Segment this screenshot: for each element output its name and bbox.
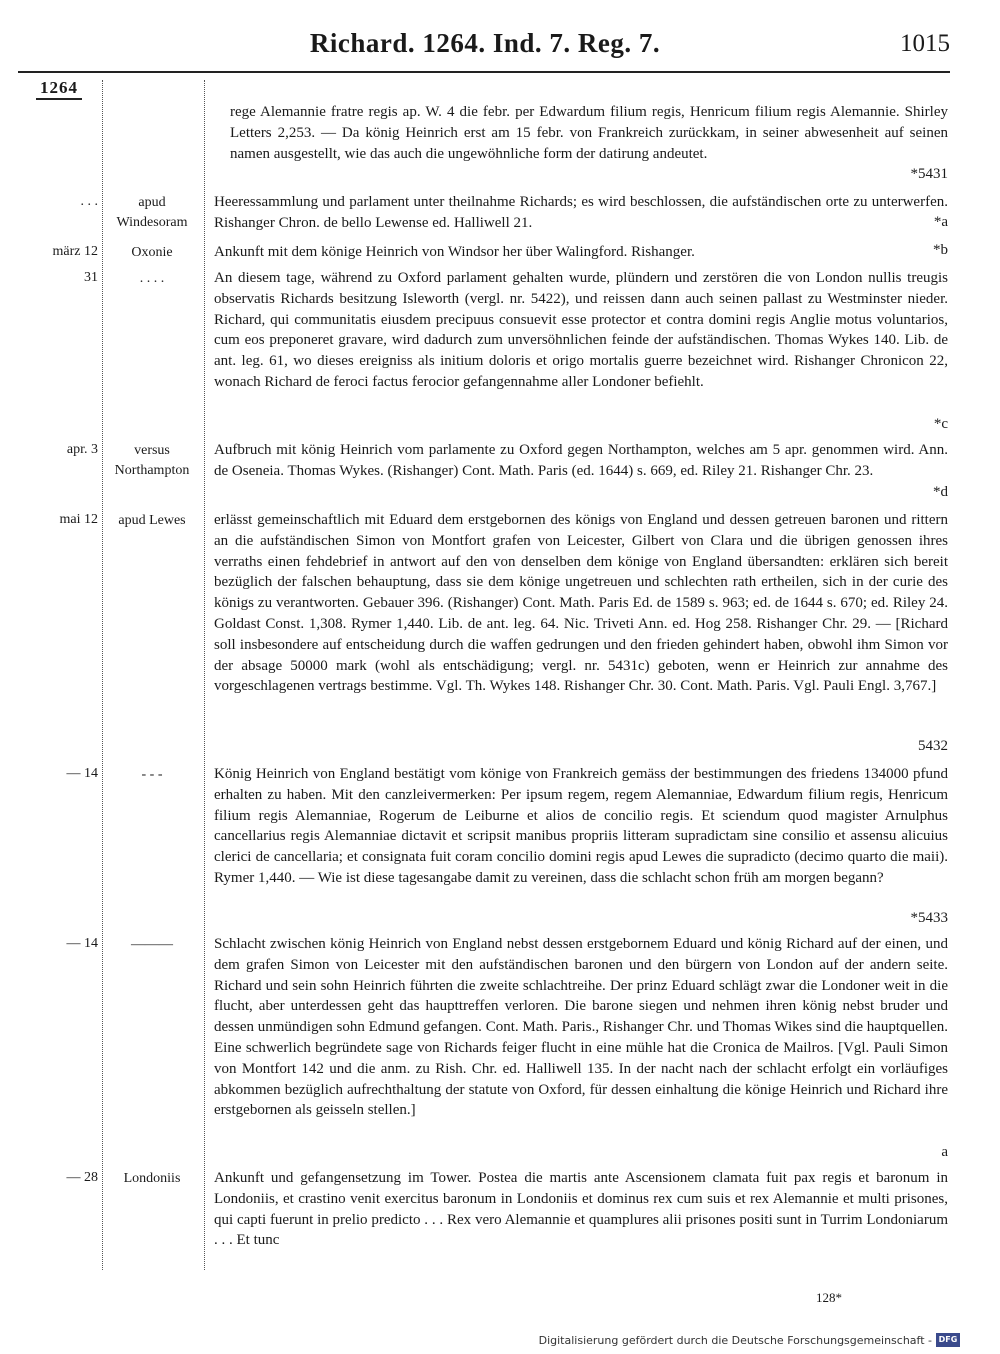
credit-text: Digitalisierung gefördert durch die Deutsche Forschungsgemeinschaft -: [538, 1333, 932, 1347]
entry: [0, 1168, 1000, 1258]
entry-text: Ankunft mit dem könige Heinrich von Windsor her über Walingford. Rishanger.: [214, 244, 695, 260]
running-title: Richard. 1264. Ind. 7. Reg. 7.: [309, 28, 661, 58]
entry: [0, 242, 1000, 264]
entry-date: mai 12: [59, 512, 98, 527]
page-number: 1015: [900, 30, 950, 57]
entry-reference: *a: [933, 214, 948, 230]
entry-date: — 14: [66, 766, 98, 781]
dfg-logo-icon: DFG: [936, 1333, 960, 1347]
entry: [0, 510, 1000, 760]
entry-place: apud Windesoram: [116, 195, 188, 230]
entry-text: Aufbruch mit könig Heinrich vom parlamente zu Oxford gegen Northampton, welches am 5 apr. genommen wird. Ann. de Oseneia. Thomas Wykes. (Rishanger) Cont. Math. Paris (ed. 1644) s. 669, ed. Riley 21. Rishanger Chr. 23.: [214, 442, 948, 479]
entry-date: — 14: [66, 936, 98, 951]
entry-place: ———: [131, 937, 173, 952]
entry: [0, 192, 1000, 236]
entry-reference: a: [941, 1144, 948, 1160]
entry-reference: 5432: [918, 738, 948, 754]
entry-reference: *b: [933, 242, 948, 258]
entry-text: Ankunft und gefangensetzung im Tower. Postea die martis ante Ascensionem clamata fuit pax regis et baronum in Londoniis, et crastino venit exercitus baronum in Londoniis et dominus rex cum suis et rex Alemannie et multi prisones, qui capti fuerunt in prelio predicto . . . Rex vero Alemannie et quamplures alii prisones positi sunt in Turrim Londoniarum . . . Et tunc: [214, 1170, 948, 1249]
entry: [0, 268, 1000, 438]
entry-text: An diesem tage, während zu Oxford parlament gehalten wurde, plündern und zerstören die von London nullis treugis observatis Richards besitzung Isleworth (vergl. nr. 5422), und reissen dann auch seinen pallast zu Westminster nieder. Richard, qui communitatis eiusdem precipuus consuevit esse protector et contra domini regis Anglie motus voluntarios, cum eos preponeret gravare, wird dadurch zum unversöhnlichen feinde der aufständischen. Thomas Wykes 140. Lib. de ant. leg. 61, wo dieses ereigniss als initium doloris et origo mortalis guerre bezeichnet wird. Rishanger Chronicon 22, wonach Richard de feroci factus ferocior gefangennahme aller Londoner befiehlt.: [214, 270, 948, 390]
entry: [0, 440, 1000, 506]
entry-reference: *c: [933, 416, 948, 432]
entry-place: - - -: [141, 767, 163, 782]
entry: [0, 934, 1000, 1166]
year-label: 1264: [36, 78, 82, 100]
entry-date: . . .: [80, 194, 98, 209]
header-rule: [18, 71, 950, 73]
entry-text: Heeressammlung und parlament unter theilnahme Richards; es wird beschlossen, die aufständischen orte zu unterwerfen. Rishanger Chron. de bello Lewense ed. Halliwell 21.: [214, 194, 948, 231]
entry-place: Londoniis: [123, 1171, 181, 1186]
digitization-credit: [539, 1333, 960, 1347]
entry-text: rege Alemannie fratre regis ap. W. 4 die febr. per Edwardum filium regis, Henricum filium regis Alemannie. Shirley Letters 2,253. — Da könig Heinrich erst am 15 febr. von Frankreich zurückkam, in seiner abwesenheit auf seinen namen ausgestellt, wie das auch die ungewöhnliche form der datirung andeutet.: [230, 104, 948, 162]
entry-text: König Heinrich von England bestätigt vom könige von Frankreich gemäss der bestimmungen des friedens 134000 pfund erhalten zu haben. Mit den canzleivermerken: Per ipsum regem, regem Alemanniae, Edwardum filium regis, Henricum filium regis Alemanniae, Rogerum de Leiburne et alios de concilio regis. Et sciendum quod magister Arnulphus cancellarius regis Alemanniae dictavit et scripsit manibus propriis litteram supradictam sine consilio et assensu alicuius clerici de cancellaria; et consignata fuit coram concilio domini regis apud Lewes die supradicto (decimo quarto die maii). Rymer 1,440. — Wie ist diese tagesangabe damit zu vereinen, dass die schlacht schon früh am morgen begann?: [214, 766, 948, 886]
page-header: [0, 0, 1000, 70]
entry-reference: *5433: [910, 910, 948, 926]
entry-date: 31: [84, 270, 98, 285]
entry-reference: *d: [933, 484, 948, 500]
entry: [0, 102, 1000, 188]
signature-mark: 128*: [816, 1290, 842, 1305]
entry-date: apr. 3: [66, 442, 98, 457]
entry-place: versus Northampton: [114, 443, 190, 478]
entry-place: Oxonie: [131, 245, 173, 260]
entry-text: Schlacht zwischen könig Heinrich von England nebst dessen erstgebornem Eduard und könig Richard auf der einen, und dem grafen Simon von Leicester mit den aufständischen baronen und den bürgern von London auf der andern seite. Richard und sein sohn Heinrich führten die zweite schlachtreihe. Der prinz Eduard schlägt zwar die Londoner weit in die flucht, aber unterdessen geht das haupttreffen verloren. Die barone siegen und nehmen ihren könig nebst bruder und dessen unmündigen sohn Edmund gefangen. Cont. Math. Paris., Rishanger Chr. und Thomas Wikes sind die hauptquellen. Eine schwerlich begründete sage von Richards feiger flucht in eine mühle hat die Cronica de Mailros. [Vgl. Pauli Simon von Montfort 142 und die anm. zu Rish. Chr. ed. Halliwell 135. In der nacht nach der schlacht erfolgt ein vorläufiges abkommen bezüglich aufrechthaltung der statute von Oxford, für dessen einhaltung die könige Heinrich und Richard ihre erstgebornen als geisseln stellen.]: [214, 936, 948, 1119]
entry-date: — 28: [66, 1170, 98, 1185]
entry-reference: *5431: [910, 166, 948, 182]
entry-text: erlässt gemeinschaftlich mit Eduard dem erstgebornen des königs von England und dessen getreuen baronen und rittern an die aufständischen Simon von Montfort grafen von Leicester, Gilbert von Clara und die übrigen genossen ihres verraths einen fehdebrief in antwort auf den von denselben dem könige von England übersandten: erklären sich bereit bezüglich der falschen behauptung, dass sie dem könige ungetreuen und schlechten rath ertheilen, sich in der curie des königs zu verantworten. Gebauer 396. (Rishanger) Cont. Math. Paris Ed. de 1589 s. 963; ed. de 1644 s. 670; ed. Riley 24. Goldast Const. 1,308. Rymer 1,440. Lib. de ant. leg. 64. Nic. Triveti Ann. ed. Hog 258. Rishanger Chr. 29. — [Richard soll insbesondere auf entscheidung durch die waffen gedrungen und den frieden gehindert haben, obwohl ihm Simon vor der absage 50000 mark (wohl als entschädigung; vergl. nr. 5431c) geboten, wenn er Heinrich zur annahme des vorgeschlagenen vertrags bestimme. Vgl. Th. Wykes 148. Rishanger Chr. 30. Cont. Math. Paris. Vgl. Pauli Engl. 3,767.]: [214, 512, 948, 695]
entry-place: apud Lewes: [118, 513, 186, 528]
entry-date: märz 12: [52, 244, 98, 259]
entry: [0, 764, 1000, 932]
entry-place: . . . .: [139, 271, 165, 286]
